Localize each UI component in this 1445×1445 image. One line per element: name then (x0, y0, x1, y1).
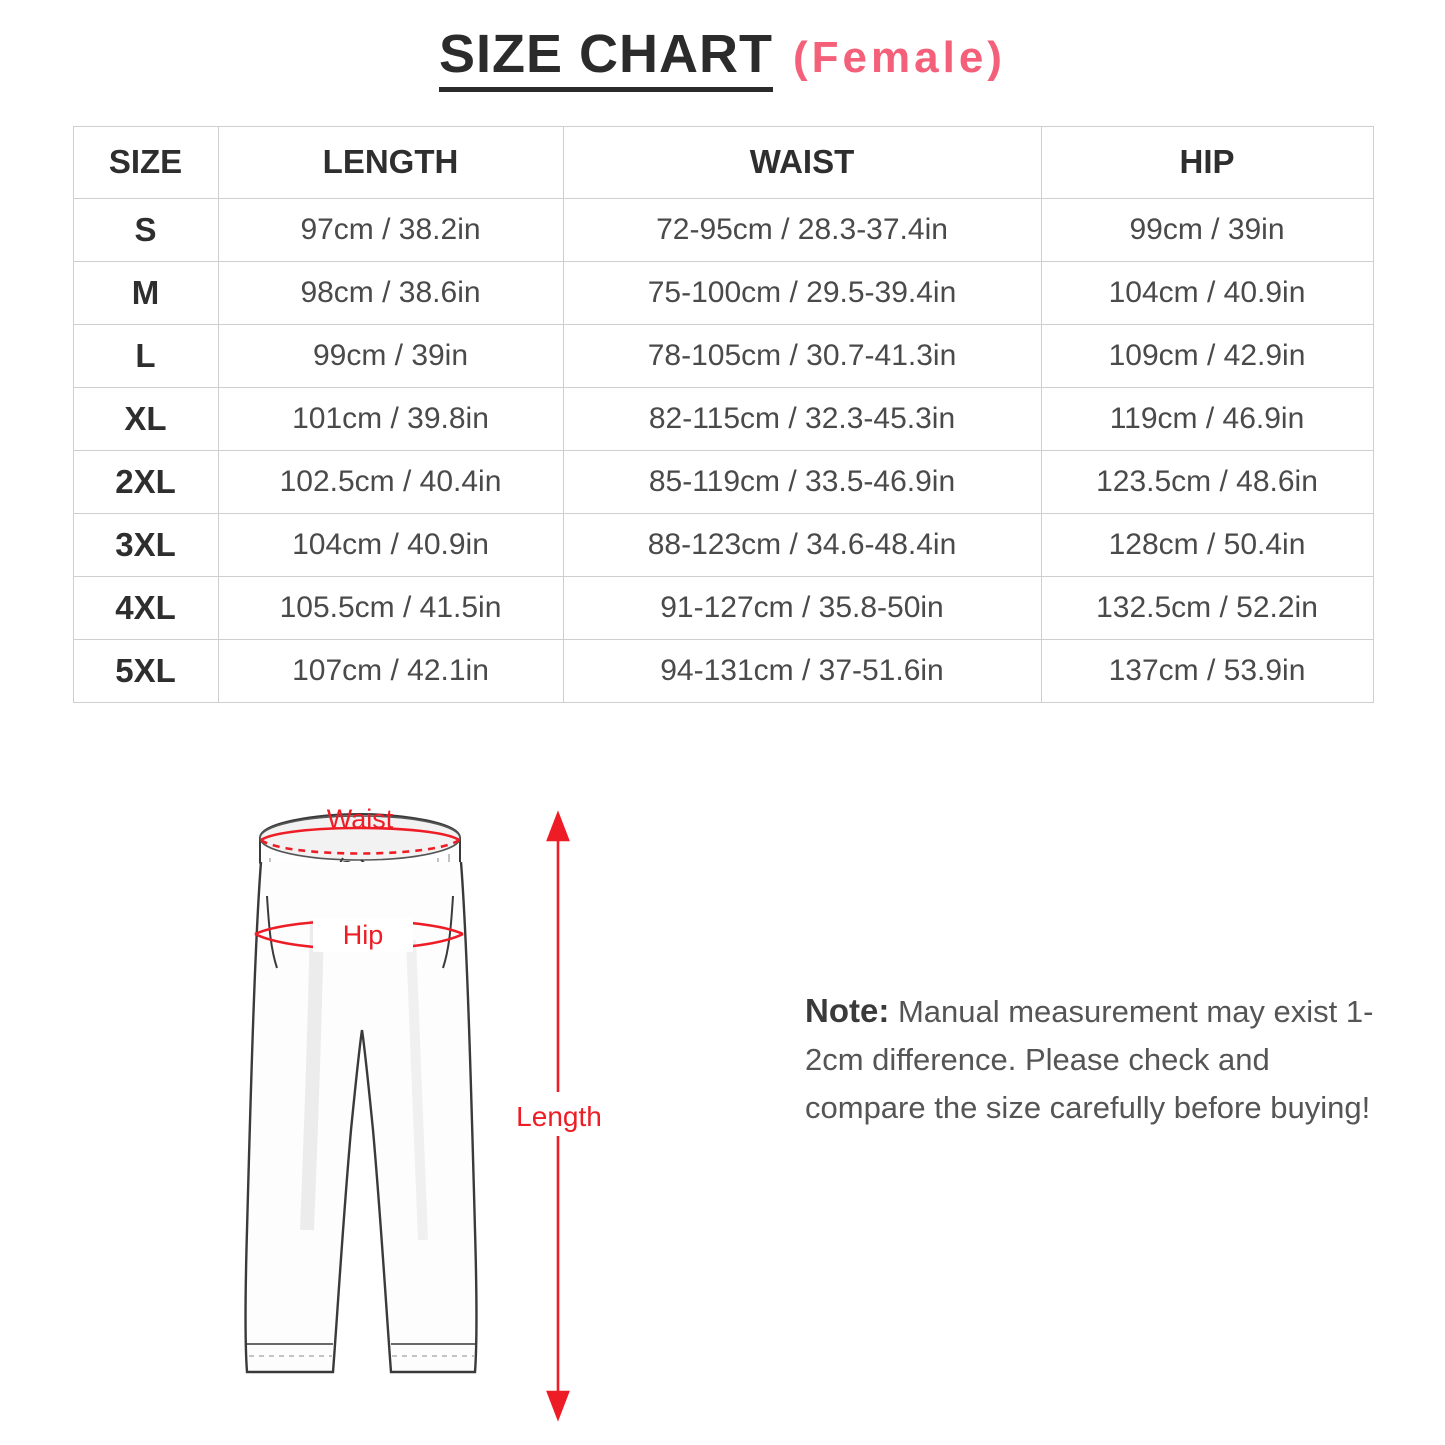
svg-text:Length: Length (516, 1101, 602, 1132)
column-header-waist: WAIST (563, 126, 1041, 198)
cell-hip: 99cm / 39in (1041, 198, 1373, 261)
cell-waist: 88-123cm / 34.6-48.4in (563, 513, 1041, 576)
table-header-row (73, 126, 1373, 198)
cell-length: 105.5cm / 41.5in (218, 576, 563, 639)
note-body: Manual measurement may exist 1-2cm difference. Please check and compare the size carefully before buying! (805, 994, 1374, 1126)
cell-hip: 123.5cm / 48.6in (1041, 450, 1373, 513)
cell-waist: 94-131cm / 37-51.6in (563, 639, 1041, 702)
cell-size: 4XL (73, 576, 218, 639)
cell-hip: 104cm / 40.9in (1041, 261, 1373, 324)
table-row (73, 639, 1373, 702)
cell-size: S (73, 198, 218, 261)
column-header-hip: HIP (1041, 126, 1373, 198)
cell-waist: 78-105cm / 30.7-41.3in (563, 324, 1041, 387)
pants-illustration (225, 800, 605, 1430)
measurement-diagram-section (0, 780, 1445, 1445)
cell-length: 107cm / 42.1in (218, 639, 563, 702)
cell-length: 99cm / 39in (218, 324, 563, 387)
note-text (805, 985, 1385, 1132)
column-header-size: SIZE (73, 126, 218, 198)
table-row (73, 450, 1373, 513)
cell-waist: 75-100cm / 29.5-39.4in (563, 261, 1041, 324)
column-header-length: LENGTH (218, 126, 563, 198)
svg-text:Hip: Hip (342, 920, 384, 950)
table-row (73, 261, 1373, 324)
cell-hip: 132.5cm / 52.2in (1041, 576, 1373, 639)
table-row (73, 513, 1373, 576)
cell-hip: 119cm / 46.9in (1041, 387, 1373, 450)
cell-hip: 109cm / 42.9in (1041, 324, 1373, 387)
cell-size: 2XL (73, 450, 218, 513)
cell-size: XL (73, 387, 218, 450)
cell-hip: 137cm / 53.9in (1041, 639, 1373, 702)
cell-size: 3XL (73, 513, 218, 576)
svg-text:Waist: Waist (326, 804, 394, 834)
cell-length: 98cm / 38.6in (218, 261, 563, 324)
cell-size: L (73, 324, 218, 387)
cell-hip: 128cm / 50.4in (1041, 513, 1373, 576)
cell-size: 5XL (73, 639, 218, 702)
note-label: Note: (805, 992, 890, 1029)
size-chart-table-container (73, 126, 1373, 703)
cell-waist: 82-115cm / 32.3-45.3in (563, 387, 1041, 450)
table-row (73, 576, 1373, 639)
cell-waist: 72-95cm / 28.3-37.4in (563, 198, 1041, 261)
title-sub-text: (Female) (793, 33, 1006, 82)
cell-length: 97cm / 38.2in (218, 198, 563, 261)
cell-waist: 91-127cm / 35.8-50in (563, 576, 1041, 639)
cell-length: 102.5cm / 40.4in (218, 450, 563, 513)
table-row (73, 387, 1373, 450)
cell-waist: 85-119cm / 33.5-46.9in (563, 450, 1041, 513)
page-title (0, 0, 1445, 92)
title-main-text: SIZE CHART (439, 26, 773, 92)
table-row (73, 324, 1373, 387)
size-chart-table (73, 126, 1374, 703)
table-row (73, 198, 1373, 261)
cell-length: 101cm / 39.8in (218, 387, 563, 450)
cell-length: 104cm / 40.9in (218, 513, 563, 576)
cell-size: M (73, 261, 218, 324)
